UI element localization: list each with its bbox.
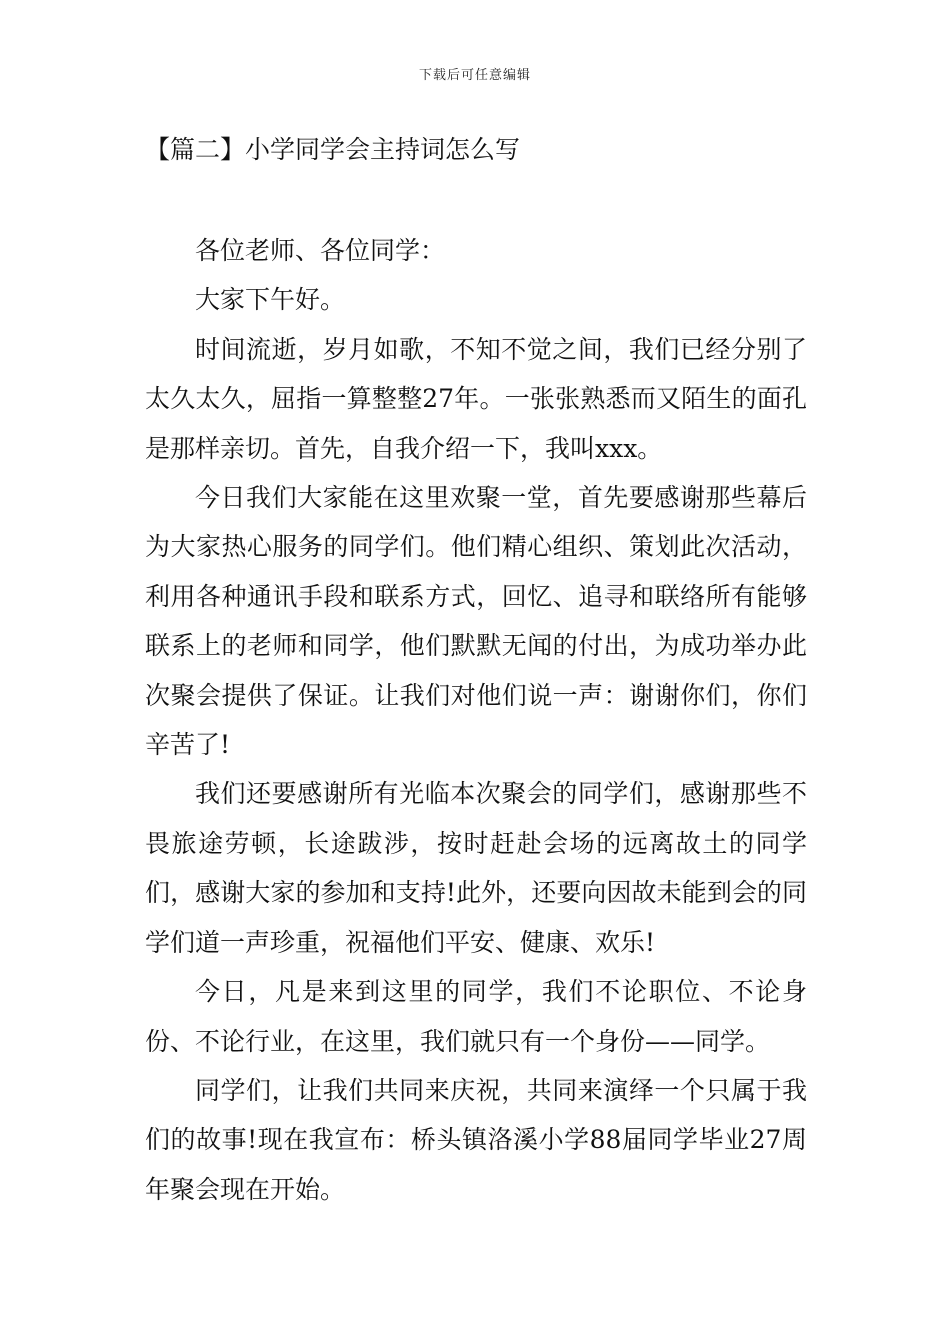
paragraph-thanks-attendees: 我们还要感谢所有光临本次聚会的同学们，感谢那些不畏旅途劳顿，长途跋涉，按时赶赴会场的远离故土的同学们，感谢大家的参加和支持!此外，还要向因故未能到会的同学们道一声珍重，祝福他们平安、健康、欢乐! xyxy=(145,779,807,957)
paragraph-introduction: 时间流逝，岁月如歌，不知不觉之间，我们已经分别了太久太久，屈指一算整整27年。一张张熟悉而又陌生的面孔是那样亲切。首先，自我介绍一下，我叫xxx。 xyxy=(145,334,807,463)
paragraph-thanks-organizers: 今日我们大家能在这里欢聚一堂，首先要感谢那些幕后为大家热心服务的同学们。他们精心组织、策划此次活动，利用各种通讯手段和联系方式，回忆、追寻和联络所有能够联系上的老师和同学，他们默默无闻的付出，为成功举办此次聚会提供了保证。让我们对他们说一声：谢谢你们，你们辛苦了! xyxy=(145,483,807,760)
page-header-note: 下载后可任意编辑 xyxy=(418,68,531,83)
paragraph-one-identity: 今日，凡是来到这里的同学，我们不论职位、不论身份、不论行业，在这里，我们就只有一个身份——同学。 xyxy=(145,977,807,1056)
document-title: 【篇二】小学同学会主持词怎么写 xyxy=(145,135,521,164)
paragraph-announcement: 同学们，让我们共同来庆祝，共同来演绎一个只属于我们的故事!现在我宣布：桥头镇洛溪小学88届同学毕业27周年聚会现在开始。 xyxy=(145,1075,807,1204)
paragraph-good-afternoon: 大家下午好。 xyxy=(195,285,346,315)
paragraph-greeting: 各位老师、各位同学： xyxy=(195,236,446,265)
document-body xyxy=(145,226,807,1214)
